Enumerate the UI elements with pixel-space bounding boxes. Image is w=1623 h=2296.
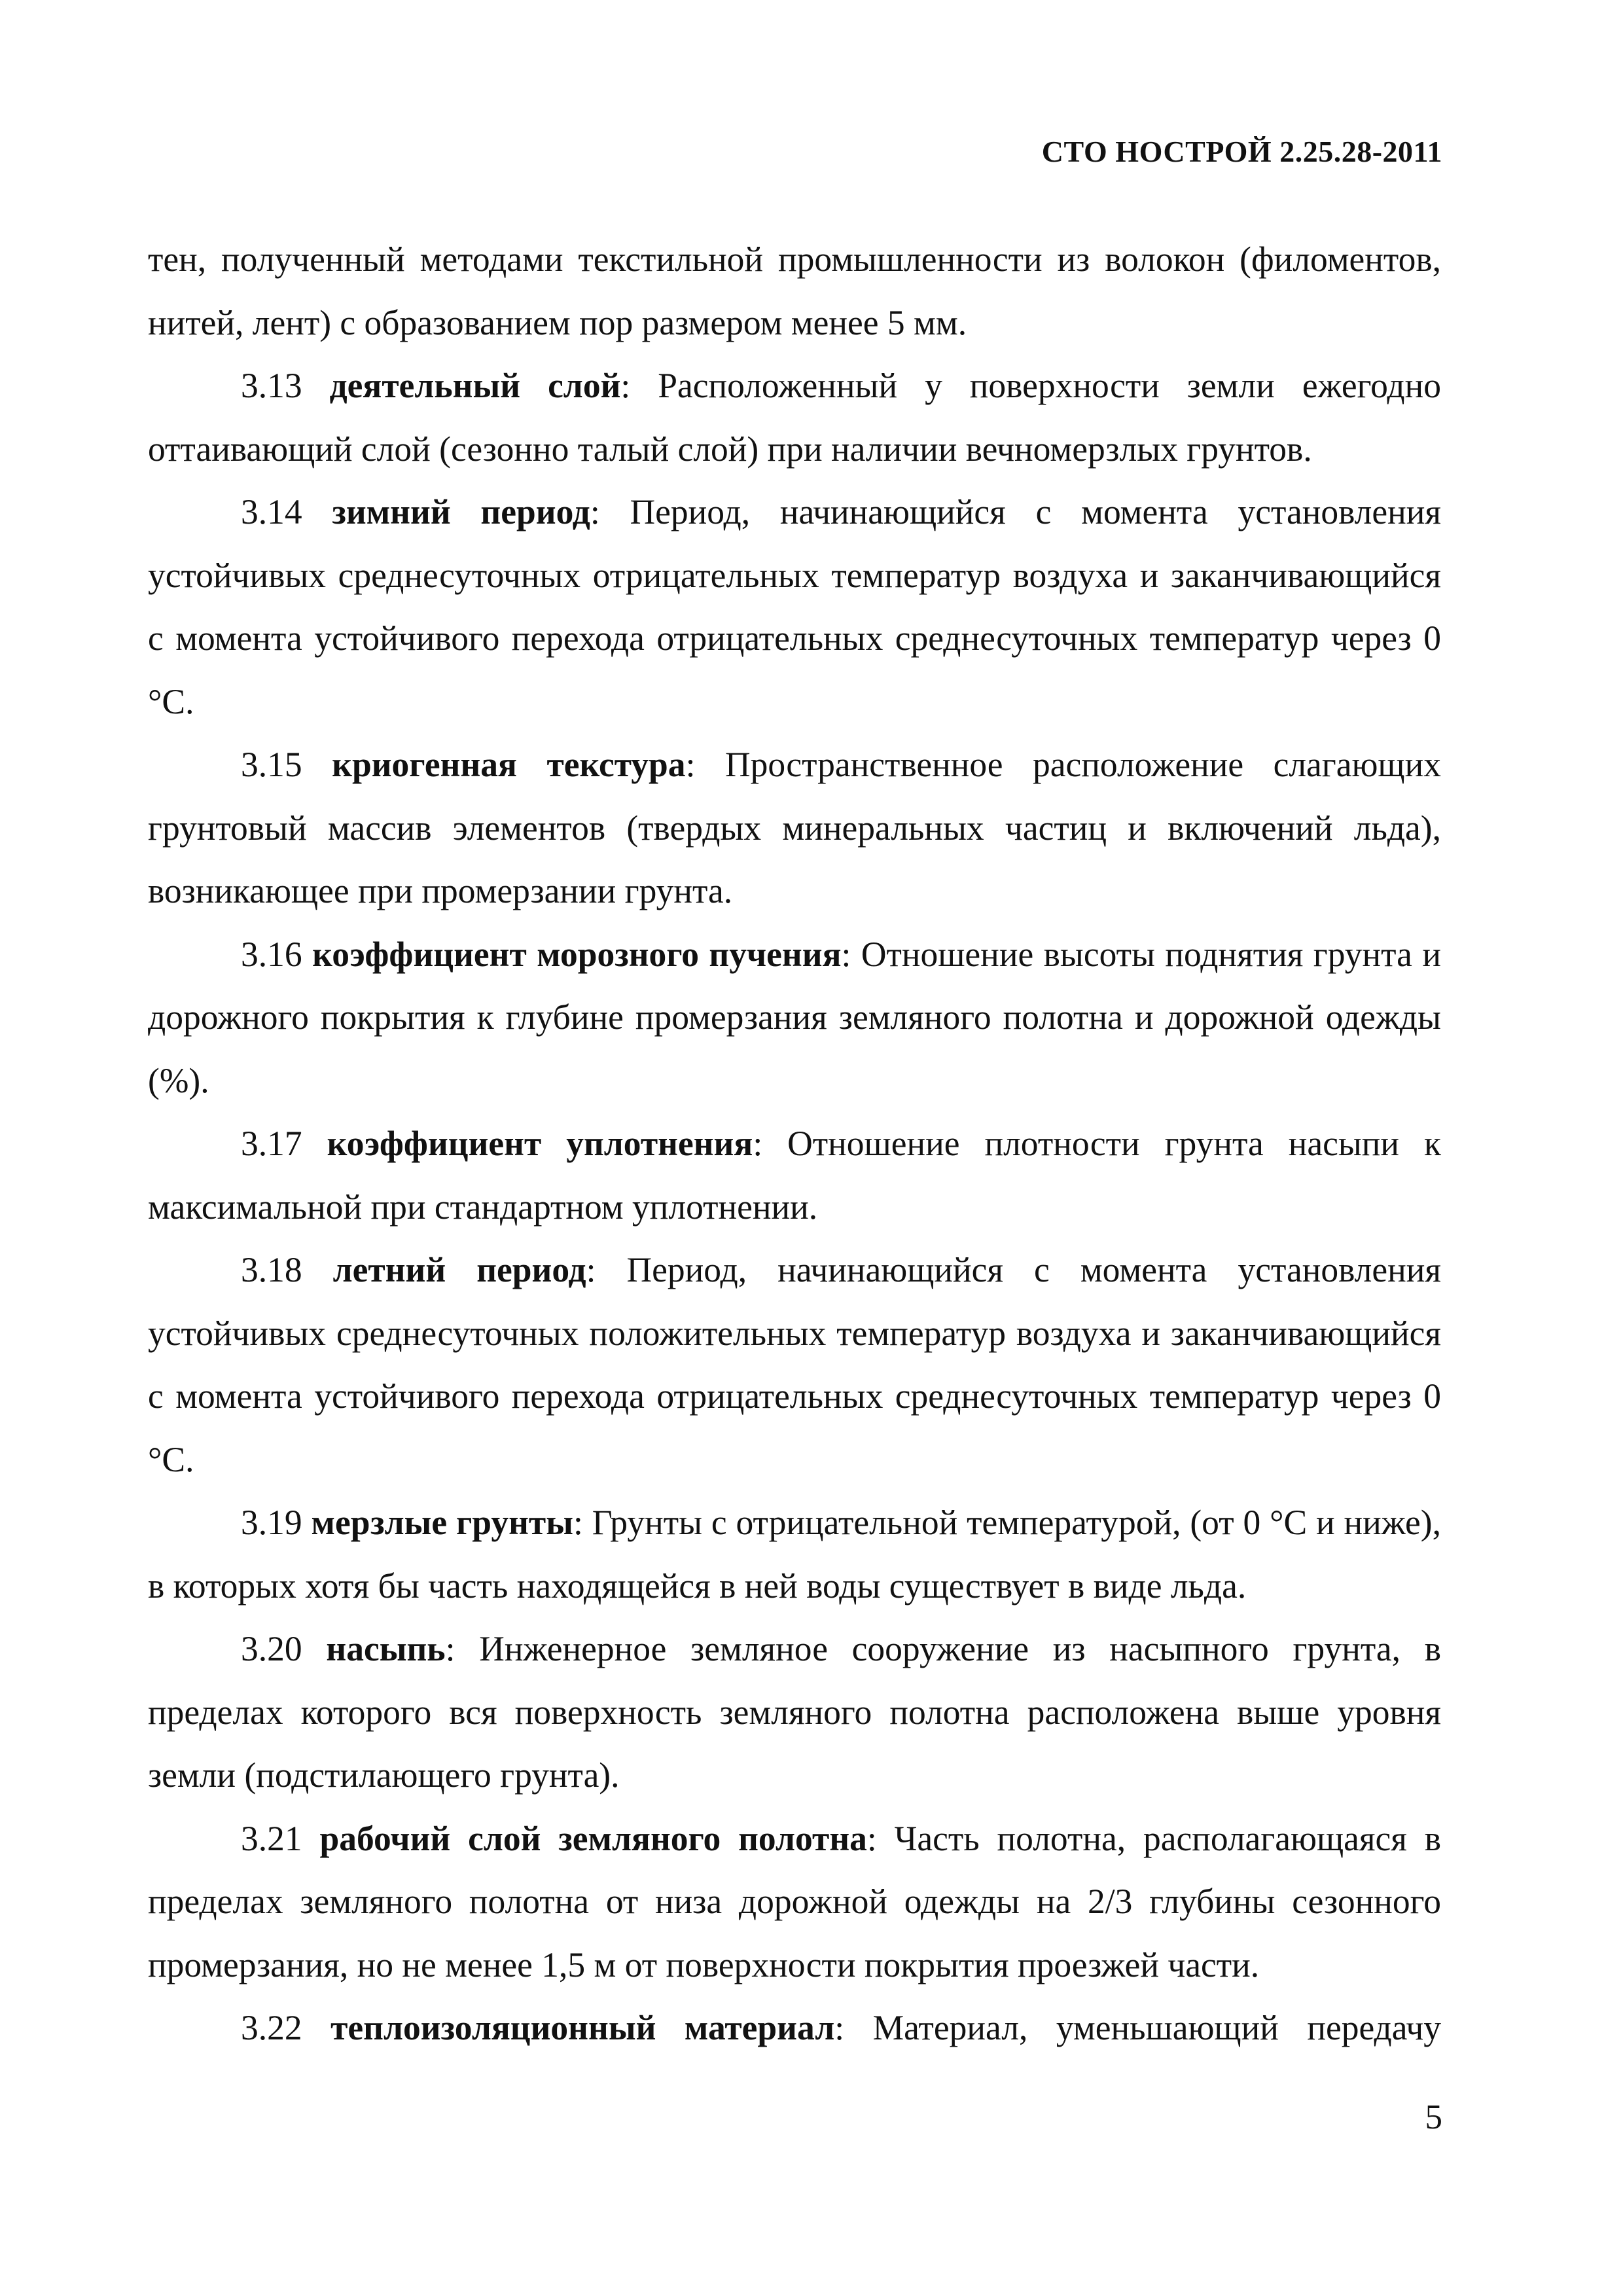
definition-text: Период, начинающийся с момента установления устойчивых среднесуточных положительных температур воздуха и заканчивающийся с момента устойчивого перехода отрицательных среднесуточных температур через 0 °С.: [148, 1250, 1441, 1479]
clause-number: 3.14: [241, 492, 332, 531]
definition-text: Инженерное земляное сооружение из насыпного грунта, в пределах которого вся поверхность земляного полотна расположена выше уровня земли (подстилающего грунта).: [148, 1629, 1441, 1795]
definition-text: Период, начинающийся с момента установления устойчивых среднесуточных отрицательных температур воздуха и заканчивающийся с момента устойчивого перехода отрицательных среднесуточных температур через 0 °С.: [148, 492, 1441, 721]
definition-3-21: [148, 1807, 1441, 1997]
clause-number: 3.20: [241, 1629, 327, 1668]
definition-3-14: [148, 480, 1441, 733]
definition-3-17: [148, 1112, 1441, 1238]
clause-number: 3.17: [241, 1124, 327, 1163]
clause-number: 3.13: [241, 366, 330, 405]
definition-3-20: [148, 1617, 1441, 1807]
separator: :: [834, 2008, 873, 2047]
defined-term: насыпь: [326, 1629, 446, 1668]
defined-term: летний период: [332, 1250, 586, 1289]
separator: :: [445, 1629, 480, 1668]
separator: :: [866, 1818, 895, 1858]
clause-number: 3.21: [241, 1818, 320, 1858]
clause-number: 3.18: [241, 1250, 333, 1289]
defined-term: мерзлые грунты: [311, 1503, 573, 1542]
page-number: 5: [1425, 2098, 1442, 2136]
separator: :: [590, 492, 630, 531]
separator: :: [753, 1124, 788, 1163]
definition-3-15: [148, 733, 1441, 923]
defined-term: коэффициент уплотнения: [327, 1124, 753, 1163]
definition-text: Расположенный у поверхности земли ежегодно оттаивающий слой (сезонно талый слой) при наличии вечномерзлых грунтов.: [148, 366, 1441, 469]
definition-3-22: [148, 1996, 1441, 2060]
document-body: [148, 228, 1441, 2060]
separator: :: [620, 366, 658, 405]
definition-3-19: [148, 1491, 1441, 1617]
clause-number: 3.15: [241, 745, 332, 784]
paragraph-text: тен, полученный методами текстильной промышленности из волокон (филоментов, нитей, лент) с образованием пор размером менее 5 мм.: [148, 240, 1441, 342]
definition-text: Часть полотна, располагающаяся в пределах земляного полотна от низа дорожной одежды на 2/3 глубины сезонного промерзания, но не менее 1,5 м от поверхности покрытия проезжей части.: [148, 1818, 1441, 1984]
defined-term: деятельный слой: [329, 366, 621, 405]
separator: :: [685, 745, 725, 784]
definition-text: Материал, уменьшающий передачу: [872, 2008, 1442, 2047]
clause-number: 3.22: [241, 2008, 331, 2047]
definition-text: Отношение высоты поднятия грунта и дорожного покрытия к глубине промерзания земляного полотна и дорожной одежды (%).: [148, 934, 1441, 1100]
defined-term: теплоизоляционный материал: [330, 2008, 835, 2047]
clause-number: 3.19: [241, 1503, 312, 1542]
separator: :: [841, 934, 861, 974]
definition-text: Грунты с отрицательной температурой, (от 0 °С и ниже), в которых хотя бы часть находящейся в ней воды существует в виде льда.: [148, 1503, 1441, 1605]
definition-text: Отношение плотности грунта насыпи к максимальной при стандартном уплотнении.: [148, 1124, 1441, 1227]
separator: :: [586, 1250, 627, 1289]
clause-number: 3.16: [241, 934, 313, 974]
defined-term: коэффициент морозного пучения: [312, 934, 842, 974]
separator: :: [573, 1503, 592, 1542]
document-code-header: СТО НОСТРОЙ 2.25.28-2011: [1041, 135, 1442, 168]
definition-3-16: [148, 923, 1441, 1113]
defined-term: зимний период: [332, 492, 590, 531]
defined-term: рабочий слой земляного полотна: [319, 1818, 867, 1858]
definition-3-18: [148, 1238, 1441, 1491]
definition-3-13: [148, 354, 1441, 480]
paragraph-continuation: [148, 228, 1441, 354]
definition-text: Пространственное расположение слагающих грунтовый массив элементов (твердых минеральных частиц и включений льда), возникающее при промерзании грунта.: [148, 745, 1442, 910]
defined-term: криогенная текстура: [332, 745, 686, 784]
